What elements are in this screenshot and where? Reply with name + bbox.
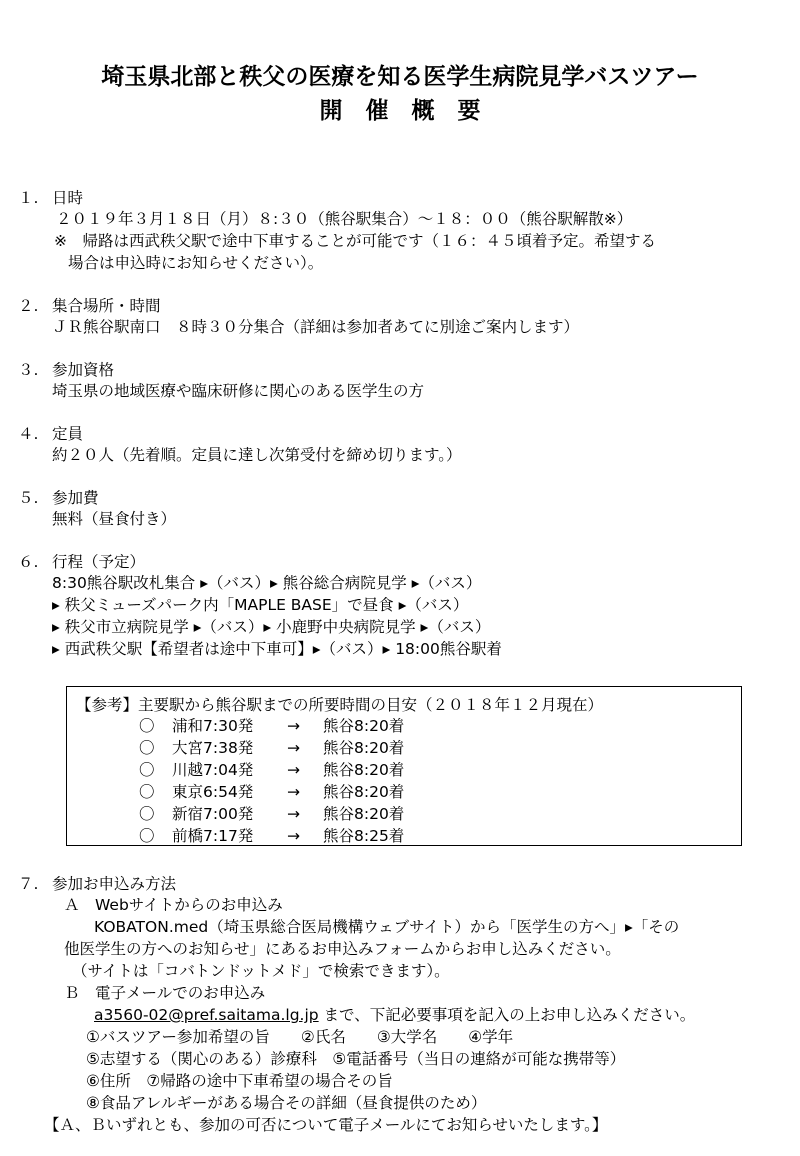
reference-marker: 〇 <box>139 783 155 801</box>
document-title: 埼玉県北部と秩父の医療を知る医学生病院見学バスツアー <box>101 64 699 90</box>
section-3-number: ３. <box>18 361 39 379</box>
reference-departure: 大宮7:38発 <box>172 739 254 757</box>
reference-arrival: 熊谷8:25着 <box>323 827 405 845</box>
method-b-line-1 <box>94 1005 695 1025</box>
section-2-text: ＪＲ熊谷駅南口 ８時３０分集合（詳細は参加者あてに別途ご案内します） <box>52 318 580 336</box>
reference-arrival: 熊谷8:20着 <box>323 783 405 801</box>
reference-arrival: 熊谷8:20着 <box>323 717 405 735</box>
method-b-line-4: ⑥住所 ⑦帰路の途中下車希望の場合その旨 <box>86 1072 393 1090</box>
section-4-number: ４. <box>18 425 39 443</box>
reference-arrow: → <box>287 783 300 801</box>
section-1-note: ※ 帰路は西武秩父駅で途中下車することが可能です（１６：４５頃着予定。希望する <box>54 232 656 250</box>
reference-marker: 〇 <box>139 761 155 779</box>
section-2-heading: 集合場所・時間 <box>52 297 161 315</box>
reference-arrow: → <box>287 739 300 757</box>
section-1-number: １. <box>18 189 39 207</box>
reference-arrow: → <box>287 805 300 823</box>
section-3-text: 埼玉県の地域医療や臨床研修に関心のある医学生の方 <box>52 382 425 400</box>
email-link[interactable]: a3560-02@pref.saitama.lg.jp <box>94 1006 319 1024</box>
method-a-line-3: （サイトは「コバトンドットメド」で検索できます）。 <box>72 962 450 980</box>
method-a-label: Ａ Webサイトからのお申込み <box>64 896 283 914</box>
section-1-note-cont: 場合は申込時にお知らせください）。 <box>68 254 324 272</box>
reference-arrow: → <box>287 827 300 845</box>
itinerary-line-3: ▸ 秩父市立病院見学 ▸（バス）▸ 小鹿野中央病院見学 ▸（バス） <box>52 618 491 636</box>
itinerary-line-2: ▸ 秩父ミューズパーク内「MAPLE BASE」で昼食 ▸（バス） <box>52 596 469 614</box>
reference-departure: 東京6:54発 <box>172 783 254 801</box>
reference-departure: 前橋7:17発 <box>172 827 254 845</box>
reference-departure: 浦和7:30発 <box>172 717 254 735</box>
section-2-number: ２. <box>18 297 39 315</box>
method-b-line-2: ①バスツアー参加希望の旨 ②氏名 ③大学名 ④学年 <box>86 1028 514 1046</box>
section-4-text: 約２０人（先着順。定員に達し次第受付を締め切ります。） <box>52 446 462 464</box>
method-b-line-1-rest: まで、下記必要事項を記入の上お申し込みください。 <box>318 1006 696 1024</box>
method-b-line-5: ⑧食品アレルギーがある場合その詳細（昼食提供のため） <box>86 1094 487 1112</box>
itinerary-line-4: ▸ 西武秩父駅【希望者は途中下車可】▸（バス）▸ 18:00熊谷駅着 <box>52 640 502 658</box>
section-1-datetime: ２０１９年３月１８日（月）８:３０（熊谷駅集合）～１８：００（熊谷駅解散※） <box>56 210 633 228</box>
section-5-number: ５. <box>18 489 39 507</box>
section-7-footer: 【Ａ、Ｂいずれとも、参加の可否について電子メールにてお知らせいたします。】 <box>44 1116 608 1134</box>
method-b-line-3: ⑤志望する（関心のある）診療科 ⑤電話番号（当日の連絡が可能な携帯等） <box>86 1050 626 1068</box>
section-5-text: 無料（昼食付き） <box>52 510 177 528</box>
section-6-number: ６. <box>18 553 39 571</box>
section-7-heading: 参加お申込み方法 <box>52 875 177 893</box>
reference-arrival: 熊谷8:20着 <box>323 805 405 823</box>
section-6-heading: 行程（予定） <box>52 553 146 571</box>
reference-arrow: → <box>287 761 300 779</box>
section-3-heading: 参加資格 <box>52 361 115 379</box>
reference-arrival: 熊谷8:20着 <box>323 761 405 779</box>
reference-marker: 〇 <box>139 805 155 823</box>
method-b-label: Ｂ 電子メールでのお申込み <box>64 984 266 1002</box>
document-subtitle: 開 催 概 要 <box>319 98 481 124</box>
itinerary-line-1: 8:30熊谷駅改札集合 ▸（バス）▸ 熊谷総合病院見学 ▸（バス） <box>52 574 482 592</box>
section-7-number: ７. <box>18 875 39 893</box>
section-4-heading: 定員 <box>52 425 84 443</box>
reference-arrival: 熊谷8:20着 <box>323 739 405 757</box>
reference-marker: 〇 <box>139 827 155 845</box>
reference-marker: 〇 <box>139 739 155 757</box>
reference-arrow: → <box>287 717 300 735</box>
method-a-line-1: KOBATON.med（埼玉県総合医局機構ウェブサイト）から「医学生の方へ」▸「その <box>94 918 680 936</box>
reference-departure: 川越7:04発 <box>172 761 254 779</box>
section-1-heading: 日時 <box>52 189 84 207</box>
section-5-heading: 参加費 <box>52 489 99 507</box>
reference-departure: 新宿7:00発 <box>172 805 254 823</box>
method-a-line-2: 他医学生の方へのお知らせ」にあるお申込みフォームからお申し込みください。 <box>64 940 621 958</box>
reference-marker: 〇 <box>139 717 155 735</box>
reference-header: 【参考】主要駅から熊谷駅までの所要時間の目安（２０１８年１２月現在） <box>76 696 604 714</box>
